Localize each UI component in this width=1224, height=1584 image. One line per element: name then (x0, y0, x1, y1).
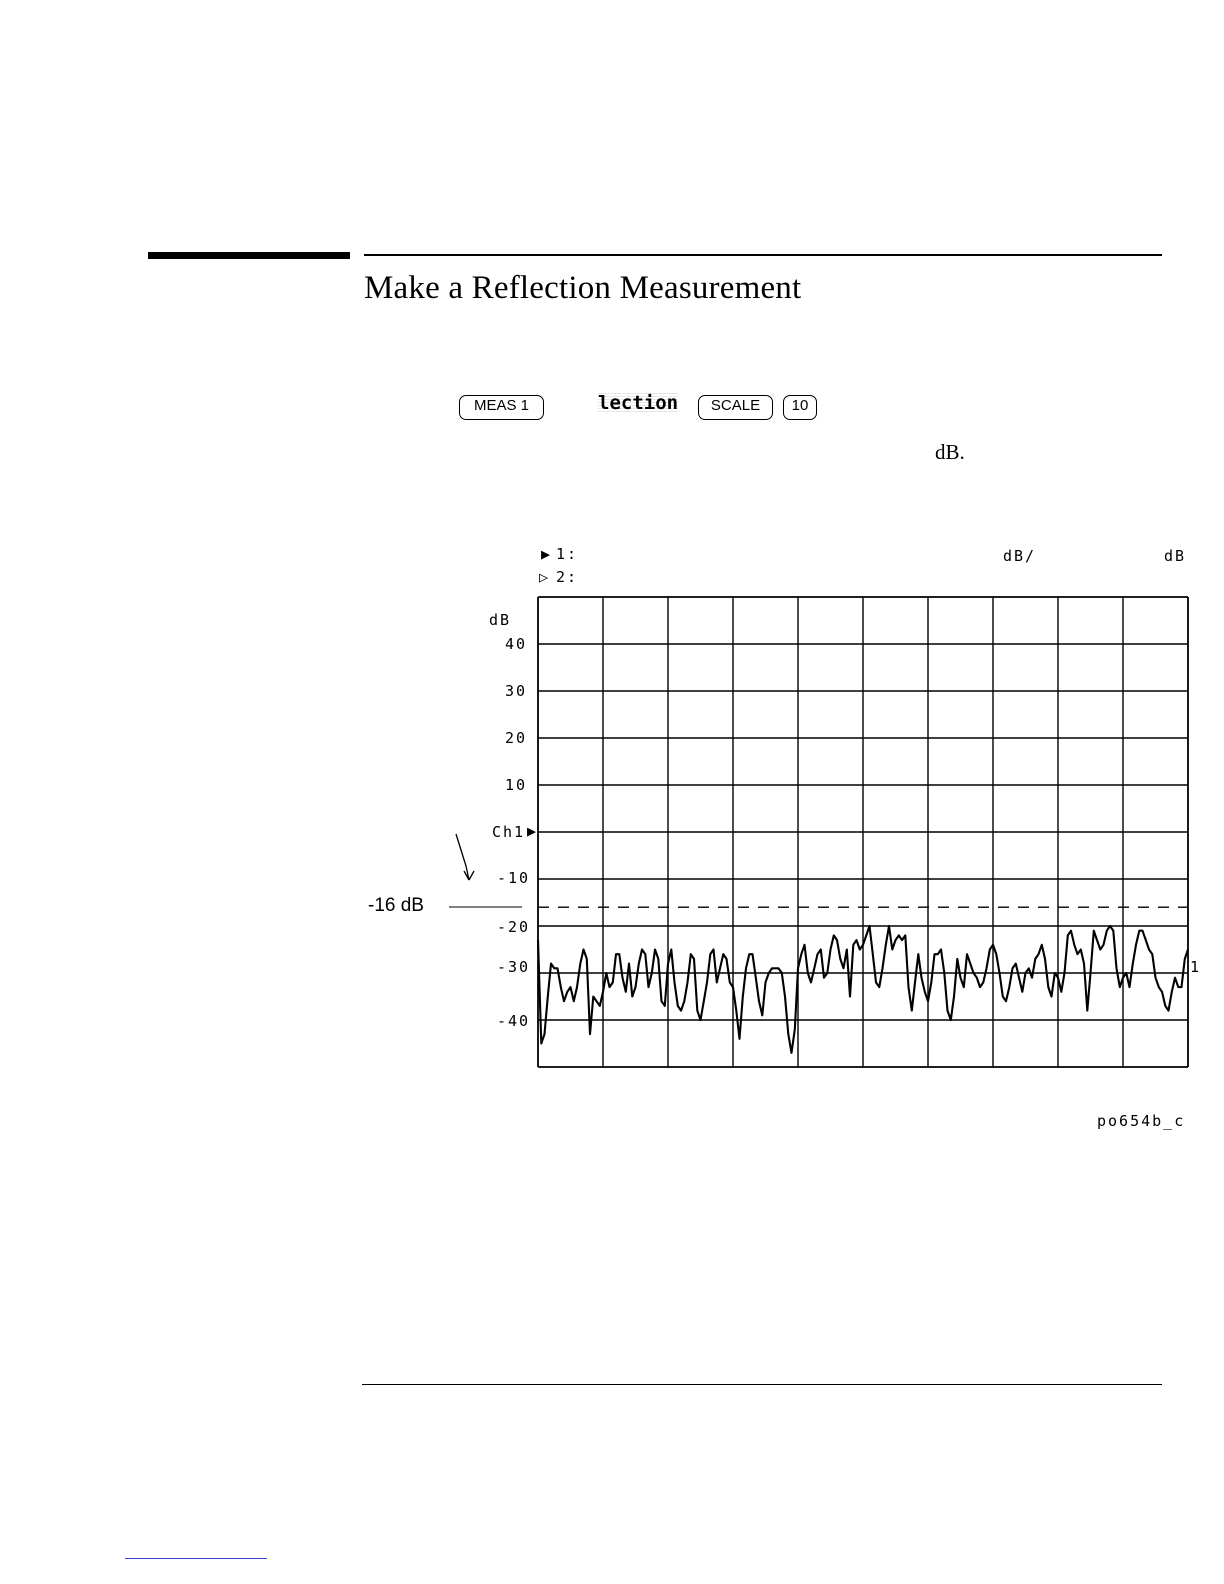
ch2-marker-icon: ▷ (539, 568, 551, 586)
ch1-reference-arrow-icon: ▶ (527, 822, 537, 840)
y-tick-label: -10 (497, 869, 531, 887)
ch1-reference-label: Ch1 (492, 823, 526, 841)
figure-id: po654b_c (1097, 1112, 1186, 1130)
ref-unit-label: dB (1164, 547, 1187, 565)
page-title: Make a Reflection Measurement (364, 270, 802, 306)
ch2-status: 2: (556, 568, 579, 586)
db-unit-text: dB. (935, 440, 965, 464)
y-tick-label: 30 (504, 682, 527, 700)
footer-rule (362, 1384, 1162, 1385)
trace-end-label: 1 (1190, 958, 1202, 976)
ch1-marker-icon: ▶ (541, 545, 553, 563)
callout-arrow-icon (456, 834, 474, 880)
meas1-key[interactable]: MEAS 1 (459, 395, 544, 420)
scale-key[interactable]: SCALE (698, 395, 773, 420)
y-tick-label: -20 (497, 918, 531, 936)
ch1-status: 1: (556, 545, 579, 563)
scale-unit-label: dB/ (1003, 547, 1037, 565)
y-tick-label: -40 (497, 1012, 531, 1030)
y-axis-label: dB (489, 611, 512, 629)
ten-key[interactable]: 10 (783, 395, 817, 420)
y-tick-label: -30 (497, 958, 531, 976)
y-tick-label: 10 (504, 776, 527, 794)
footer-link-underline (125, 1558, 267, 1559)
chart-grid (538, 597, 1188, 1067)
y-tick-label: 20 (504, 729, 527, 747)
y-tick-label: 40 (504, 635, 527, 653)
limit-line-label: -16 dB (368, 895, 424, 916)
reflection-softkey[interactable]: lection (598, 392, 679, 414)
